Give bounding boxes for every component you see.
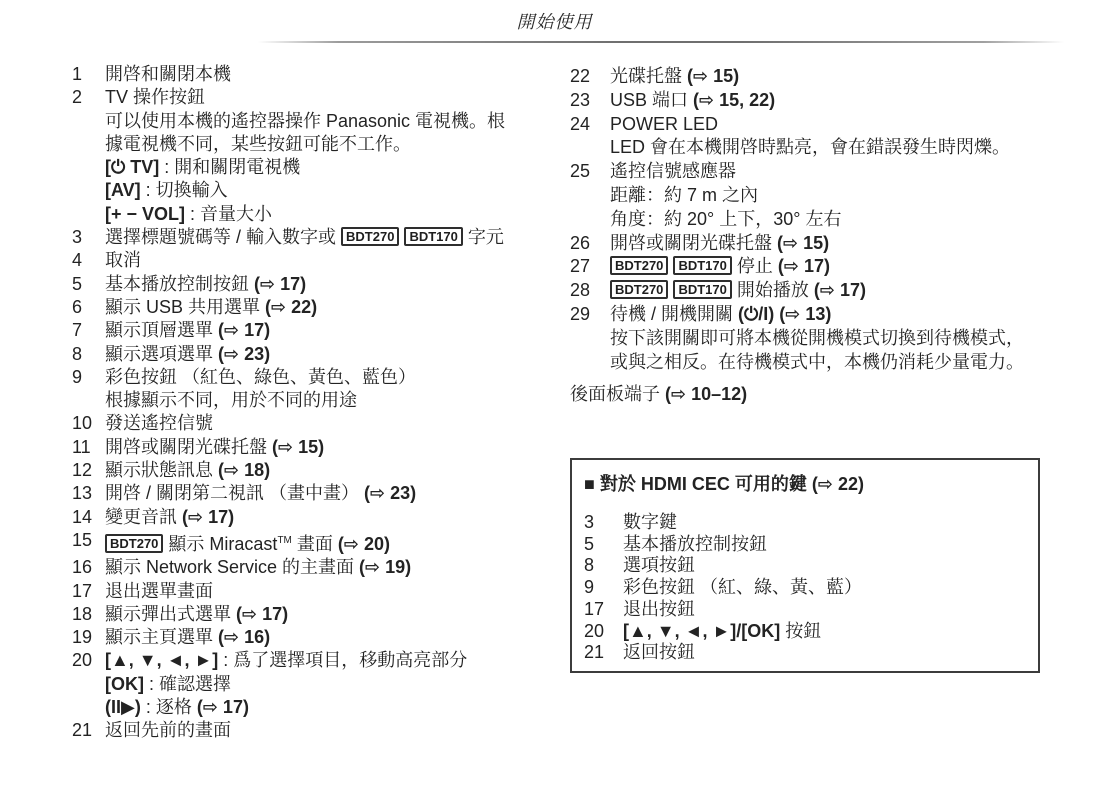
item-line [105,459,550,482]
list-item [570,89,1066,113]
text-segment: 或與之相反。在待機模式中，本機仍消耗少量電力。 [610,351,1024,372]
text-segment: : 音量大小 [185,203,273,224]
text-segment: : 逐格 [140,697,197,718]
item-number: 12 [72,460,93,481]
hdmi-cec-box [570,458,1040,673]
text-segment: 據電視機不同，某些按鈕可能不工作。 [105,133,411,154]
list-item [72,86,550,226]
item-text [610,65,1066,89]
item-text [105,296,550,319]
page-ref: (⇨ 20) [337,533,390,554]
page-ref: (⇨ 15) [777,232,830,253]
item-line [610,351,1066,375]
list-item [570,255,1066,279]
item-number: 23 [570,89,591,110]
model-badge: BDT170 [404,227,462,246]
item-line [105,412,550,435]
list-item [72,603,550,626]
item-number: 8 [72,343,83,364]
text-segment: 可以使用本機的遙控器操作 Panasonic 電視機。根 [105,110,506,131]
page-ref: (⇨ 17) [182,506,235,527]
item-line [105,156,550,179]
text-segment: 開啓或關閉光碟托盤 [105,436,273,457]
text-segment: 退出選單畫面 [105,580,213,601]
text-segment: 顯示主頁選單 [105,627,219,648]
item-text [610,303,1066,374]
bold-label: [▲, ▼, ◄, ►]/[OK] [623,620,781,641]
item-line [105,719,550,742]
text-segment: 取消 [105,250,141,271]
item-text [105,626,550,649]
list-item [72,482,550,505]
text-segment: 根據顯示不同，用於不同的用途 [105,390,357,411]
item-line [610,113,1066,137]
item-line [105,63,550,86]
item-number: 24 [570,113,591,134]
list-item [570,113,1066,161]
item-text [105,226,550,249]
page-ref: (⇨ 16) [218,627,271,648]
page-ref: (⇨ 19) [359,557,412,578]
text-segment: 顯示狀態訊息 [105,460,219,481]
page-ref: (⇨ 17) [813,280,866,301]
item-line [105,203,550,226]
bold-label: ■ 對於 HDMI CEC 可用的鍵 (⇨ 22) [584,474,864,494]
item-line [105,389,550,412]
text-segment: 顯示 Network Service 的主畫面 [105,557,360,578]
item-line [623,621,1026,643]
item-number: 21 [72,720,93,741]
item-line [105,696,550,719]
item-line [105,179,550,202]
item-text [105,580,550,603]
bold-label: [+ − VOL] [105,203,186,224]
item-text [623,599,1026,621]
item-text [105,436,550,459]
item-text [105,459,550,482]
item-text [105,603,550,626]
list-item [570,65,1066,89]
text-segment: 變更音訊 [105,506,183,527]
text-segment: 返回先前的畫面 [105,720,231,741]
text-segment: 開啓 / 關閉第二視訊 （畫中畫） [105,483,365,504]
text-segment: 待機 / 開機開關 [610,303,739,324]
item-number: 3 [72,227,83,248]
bold-label: (II▶) [105,697,141,718]
text-segment: 顯示頂層選單 [105,320,219,341]
text-segment: USB 端口 [610,89,694,110]
item-text [105,366,550,413]
list-item [72,412,550,435]
list-item [570,303,1066,374]
item-line [105,556,550,579]
text-segment: LED 會在本機開啓時點亮，會在錯誤發生時閃爍。 [610,137,1011,158]
list-item [570,279,1066,303]
item-text [610,279,1066,303]
item-text [105,273,550,296]
list-item [584,599,1026,621]
item-text [105,529,550,556]
item-text [105,319,550,342]
text-segment: 按下該開關即可將本機從開機模式切換到待機模式， [610,327,1024,348]
item-number: 10 [72,413,93,434]
text-segment: 開啓或關閉光碟托盤 [610,232,778,253]
item-line [105,482,550,505]
list-item [72,719,550,742]
item-line [105,366,550,389]
item-line [105,226,550,249]
text-segment: 遙控信號感應器 [610,161,736,182]
item-line [105,649,550,672]
list-item [72,626,550,649]
text-segment: 光碟托盤 [610,66,688,86]
item-text [610,232,1066,256]
item-number: 5 [72,273,83,294]
text-segment: : 確認選擇 [144,673,232,694]
text-segment: : 切換輸入 [140,180,228,201]
item-number: 16 [72,557,93,578]
list-item [72,63,550,86]
text-segment: 顯示 USB 共用選單 [105,296,266,317]
item-number: 18 [72,603,93,624]
page-ref: (⇨ 17) [777,256,830,277]
list-item [72,529,550,556]
item-number: 9 [584,577,595,598]
text-segment: 退出按鈕 [623,598,695,619]
item-text [105,482,550,505]
item-line [105,273,550,296]
list-item [584,555,1026,577]
list-item [72,296,550,319]
page-ref: (⇨ 13) [779,303,832,324]
item-number: 8 [584,555,595,576]
item-number: 2 [72,87,83,108]
item-number: 11 [72,436,91,457]
item-line [623,555,1026,577]
item-line [105,436,550,459]
item-number: 26 [570,232,591,253]
item-line [610,160,1066,184]
list-item [584,512,1026,534]
list-item [584,621,1026,643]
page-ref: (⇨ 15) [272,436,325,457]
text-segment: POWER LED [610,113,719,134]
list-item [72,249,550,272]
item-line [105,343,550,366]
text-segment: 開啓和關閉本機 [105,64,231,84]
item-text [610,255,1066,279]
page-ref: (⇨ 17) [218,320,271,341]
list-item [72,366,550,413]
cec-box-header [584,472,1026,496]
text-segment: 顯示 Miracast [163,533,278,554]
item-line [610,232,1066,256]
item-line [610,255,1066,279]
text-segment: 數字鍵 [623,512,677,532]
item-text [105,719,550,742]
rear-panel-note [570,383,747,407]
text-segment: 彩色按鈕 （紅、綠、黃、藍） [623,577,862,598]
item-text [610,160,1066,231]
page-ref: (⇨ 15, 22) [693,89,776,110]
text-segment: 角度：約 20° 上下，30° 左右 [610,208,842,229]
item-line [105,673,550,696]
page-ref: (⇨ 17) [196,697,249,718]
text-segment: 基本播放控制按鈕 [105,273,255,294]
item-number: 5 [584,533,595,554]
page-ref: (⇨ 17) [254,273,307,294]
item-number: 22 [570,66,591,86]
list-item [72,459,550,482]
item-line [610,303,1066,327]
text-segment: TV 操作按鈕 [105,87,206,108]
item-text [105,249,550,272]
item-text [105,556,550,579]
text-segment: : 開和關閉電視機 [159,157,301,178]
item-number: 25 [570,161,591,182]
item-text [623,534,1026,556]
list-item [584,534,1026,556]
list-item [570,232,1066,256]
item-line [105,110,550,133]
item-line [623,512,1026,534]
item-line [105,86,550,109]
model-badge: BDT270 [341,227,399,246]
item-number: 20 [72,650,93,671]
item-line [105,296,550,319]
item-line [610,208,1066,232]
item-text [105,506,550,529]
page-ref: (⇨ 23) [218,343,271,364]
item-line [105,249,550,272]
item-line [105,133,550,156]
bold-label: (⏻/I) [738,303,775,324]
item-number: 14 [72,506,93,527]
text-segment: 返回按鈕 [623,642,695,663]
item-number: 19 [72,627,93,648]
right-column [570,65,1066,374]
list-item [570,160,1066,231]
text-segment: 選擇標題號碼等 / 輸入數字或 [105,227,342,248]
left-column [72,63,550,743]
page-ref: (⇨ 22) [265,296,318,317]
text-segment: 字元 [462,227,504,248]
title-divider [258,41,1064,43]
text-segment: 距離：約 7 m 之內 [610,184,759,205]
item-number: 17 [584,598,605,619]
item-text [610,113,1066,161]
item-number: 20 [584,620,605,641]
item-number: 17 [72,580,93,601]
item-text [105,412,550,435]
item-line [105,603,550,626]
item-text [623,642,1026,664]
item-line [610,65,1066,89]
item-line [610,136,1066,160]
page-title: 開始使用 [516,12,593,32]
text-segment: 顯示彈出式選單 [105,603,237,624]
item-number: 9 [72,366,83,387]
model-badge: BDT270 [610,280,668,299]
item-number: 29 [570,303,591,324]
item-text [623,621,1026,643]
text-segment: 彩色按鈕 （紅色、綠色、黃色、藍色） [105,366,416,387]
bold-label: [AV] [105,180,141,201]
list-item [72,319,550,342]
item-number: 13 [72,483,93,504]
item-number: 28 [570,280,591,301]
cec-item-list [584,512,1026,664]
item-text [610,89,1066,113]
list-item [584,577,1026,599]
model-badge: BDT170 [673,280,731,299]
item-number: 1 [72,64,83,84]
item-text [105,649,550,719]
bold-label: [▲, ▼, ◄, ►] [105,650,219,671]
text-segment: 開始播放 [731,280,814,301]
item-number: 15 [72,529,93,550]
item-text [105,63,550,86]
item-text [623,577,1026,599]
item-line [610,184,1066,208]
item-line [623,577,1026,599]
list-item [72,649,550,719]
item-number: 27 [570,256,591,277]
list-item [72,556,550,579]
bold-label: [⏻ TV] [105,157,160,178]
text-segment: 基本播放控制按鈕 [623,533,767,554]
item-line [623,642,1026,664]
page-ref: (⇨ 18) [218,460,271,481]
item-line [105,319,550,342]
list-item [72,273,550,296]
model-badge: BDT270 [105,534,163,553]
item-text [105,343,550,366]
item-line [105,506,550,529]
list-item [72,506,550,529]
item-line [610,89,1066,113]
text-segment: 顯示選項選單 [105,343,219,364]
item-line [105,626,550,649]
item-line [610,327,1066,351]
text-segment: 停止 [731,256,778,277]
list-item [72,436,550,459]
item-number: 4 [72,250,83,271]
model-badge: BDT170 [673,256,731,275]
text-segment: 發送遙控信號 [105,413,213,434]
model-badge: BDT270 [610,256,668,275]
item-line [623,599,1026,621]
page-ref: (⇨ 10–12) [665,384,748,404]
item-line [105,580,550,603]
item-text [623,555,1026,577]
bold-label: [OK] [105,673,144,694]
list-item [72,343,550,366]
item-line [105,529,550,556]
text-segment: 按鈕 [780,620,822,641]
item-text [623,512,1026,534]
item-number: 7 [72,320,83,341]
list-item [584,642,1026,664]
text-segment: 後面板端子 [570,384,666,404]
item-number: 3 [584,512,595,532]
tm-superscript: TM [277,534,292,546]
page-ref: (⇨ 23) [364,483,417,504]
item-line [610,279,1066,303]
item-line [623,534,1026,556]
text-segment: 畫面 [291,533,338,554]
page-ref: (⇨ 17) [236,603,289,624]
item-text [105,86,550,226]
item-number: 6 [72,296,83,317]
list-item [72,226,550,249]
text-segment: : 爲了選擇項目，移動高亮部分 [218,650,468,671]
page-ref: (⇨ 15) [687,66,740,86]
list-item [72,580,550,603]
text-segment: 選項按鈕 [623,555,695,576]
item-number: 21 [584,642,605,663]
